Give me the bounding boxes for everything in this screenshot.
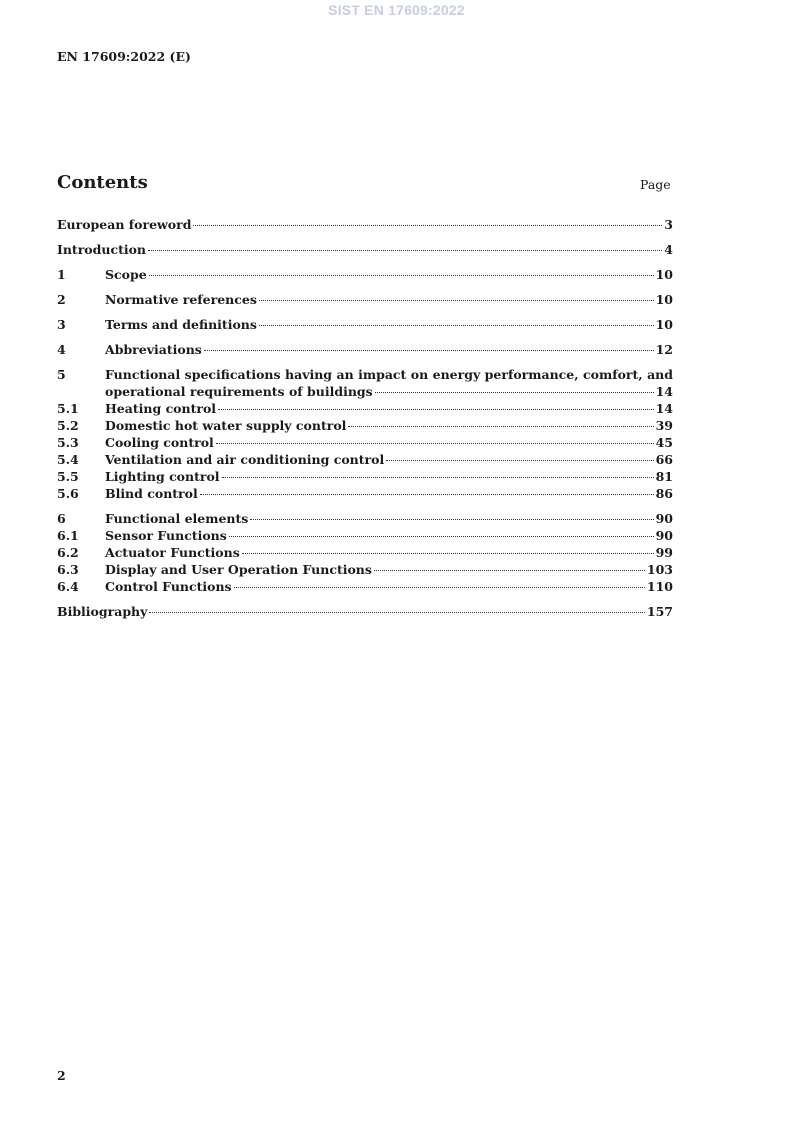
toc-entry-title: Functional elements	[105, 511, 249, 526]
toc-leader	[222, 477, 654, 478]
toc-entry-number: 6.3	[57, 562, 79, 577]
toc-entry-number: 5.3	[57, 435, 79, 450]
toc-entry-title: Lighting control	[105, 469, 220, 484]
toc-entry-ventilation-control[interactable]	[57, 451, 673, 468]
toc-entry-page: 103	[646, 562, 673, 577]
toc-entry-page: 10	[655, 292, 673, 307]
toc-entry-page: 4	[664, 242, 673, 257]
toc-entry-page: 66	[655, 452, 673, 467]
toc-entry-page: 14	[655, 401, 673, 416]
toc-entry-title: Blind control	[105, 486, 198, 501]
toc-entry-normative-references[interactable]	[57, 291, 673, 308]
toc-entry-title: Cooling control	[105, 435, 214, 450]
toc-entry-title: Introduction	[57, 242, 147, 257]
toc-entry-terms-and-definitions[interactable]	[57, 316, 673, 333]
toc-entry-number: 3	[57, 317, 66, 332]
toc-entry-title: Bibliography	[57, 604, 148, 619]
toc-leader	[149, 275, 654, 276]
toc-leader	[204, 350, 654, 351]
toc-entry-scope[interactable]	[57, 266, 673, 283]
toc-entry-bibliography[interactable]	[57, 603, 673, 620]
toc-leader	[216, 443, 654, 444]
toc-entry-number: 1	[57, 267, 66, 282]
page-column-label: Page	[640, 177, 671, 192]
toc-leader	[259, 325, 654, 326]
toc-entry-domestic-hot-water[interactable]	[57, 417, 673, 434]
toc-entry-page: 10	[655, 317, 673, 332]
toc-entry-number: 5.4	[57, 452, 79, 467]
toc-leader	[374, 570, 645, 571]
toc-entry-blind-control[interactable]	[57, 485, 673, 502]
toc-entry-title: Actuator Functions	[105, 545, 240, 560]
toc-leader	[193, 225, 662, 226]
toc-entry-number: 6.4	[57, 579, 79, 594]
document-id: EN 17609:2022 (E)	[57, 49, 191, 64]
toc-entry-number: 5.1	[57, 401, 79, 416]
toc-entry-abbreviations[interactable]	[57, 341, 673, 358]
page-number: 2	[57, 1068, 66, 1083]
toc-leader	[229, 536, 654, 537]
toc-entry-page: 157	[646, 604, 673, 619]
toc-entry-european-foreword[interactable]	[57, 216, 673, 233]
toc-entry-page: 99	[655, 545, 673, 560]
toc-entry-title: Domestic hot water supply control	[105, 418, 347, 433]
toc-leader	[386, 460, 653, 461]
toc-leader	[218, 409, 654, 410]
toc-entry-sensor-functions[interactable]	[57, 527, 673, 544]
toc-entry-control-functions[interactable]	[57, 578, 673, 595]
toc-entry-page: 3	[664, 217, 673, 232]
toc-leader	[348, 426, 653, 427]
toc-entry-lighting-control[interactable]	[57, 468, 673, 485]
toc-entry-number: 6.2	[57, 545, 79, 560]
contents-heading: Contents	[57, 172, 148, 193]
toc-entry-introduction[interactable]	[57, 241, 673, 258]
toc-leader	[200, 494, 654, 495]
toc-entry-page: 39	[655, 418, 673, 433]
toc-entry-cooling-control[interactable]	[57, 434, 673, 451]
toc-entry-title-line1: Functional specifications having an impact on energy performance, comfort, and	[105, 367, 673, 382]
toc-entry-title: Normative references	[105, 292, 257, 307]
toc-entry-title: European foreword	[57, 217, 192, 232]
toc-entry-page: 90	[655, 511, 673, 526]
toc-entry-number: 5.2	[57, 418, 79, 433]
toc-entry-page: 81	[655, 469, 673, 484]
toc-entry-functional-elements[interactable]	[57, 510, 673, 527]
toc-entry-number: 5.6	[57, 486, 79, 501]
table-of-contents	[57, 216, 673, 620]
toc-entry-page: 86	[655, 486, 673, 501]
toc-entry-page: 10	[655, 267, 673, 282]
toc-entry-number: 4	[57, 342, 66, 357]
toc-entry-title: Control Functions	[105, 579, 232, 594]
toc-leader	[242, 553, 654, 554]
toc-entry-page: 12	[655, 342, 673, 357]
toc-entry-page: 110	[646, 579, 673, 594]
toc-entry-number: 6.1	[57, 528, 79, 543]
toc-entry-heating-control[interactable]	[57, 400, 673, 417]
toc-leader	[259, 300, 654, 301]
toc-leader	[149, 612, 645, 613]
toc-entry-title: Heating control	[105, 401, 217, 416]
toc-entry-number: 5.5	[57, 469, 79, 484]
toc-entry-number: 5	[57, 367, 66, 382]
toc-entry-display-user-operation[interactable]	[57, 561, 673, 578]
toc-entry-page: 45	[655, 435, 673, 450]
toc-entry-actuator-functions[interactable]	[57, 544, 673, 561]
toc-entry-title: Sensor Functions	[105, 528, 227, 543]
toc-leader	[148, 250, 662, 251]
watermark-text: SIST EN 17609:2022	[328, 2, 465, 18]
toc-entry-page: 14	[655, 384, 673, 399]
toc-entry-page: 90	[655, 528, 673, 543]
toc-entry-title: Ventilation and air conditioning control	[105, 452, 385, 467]
toc-entry-number: 2	[57, 292, 66, 307]
toc-entry-title: Abbreviations	[105, 342, 202, 357]
toc-entry-title-line2: operational requirements of buildings	[105, 384, 373, 399]
toc-entry-title: Terms and definitions	[105, 317, 257, 332]
toc-leader	[234, 587, 645, 588]
toc-entry-number: 6	[57, 511, 66, 526]
toc-entry-title: Display and User Operation Functions	[105, 562, 372, 577]
toc-entry-functional-specifications[interactable]	[57, 366, 673, 400]
toc-leader	[375, 392, 654, 393]
toc-leader	[250, 519, 653, 520]
toc-entry-title: Scope	[105, 267, 147, 282]
